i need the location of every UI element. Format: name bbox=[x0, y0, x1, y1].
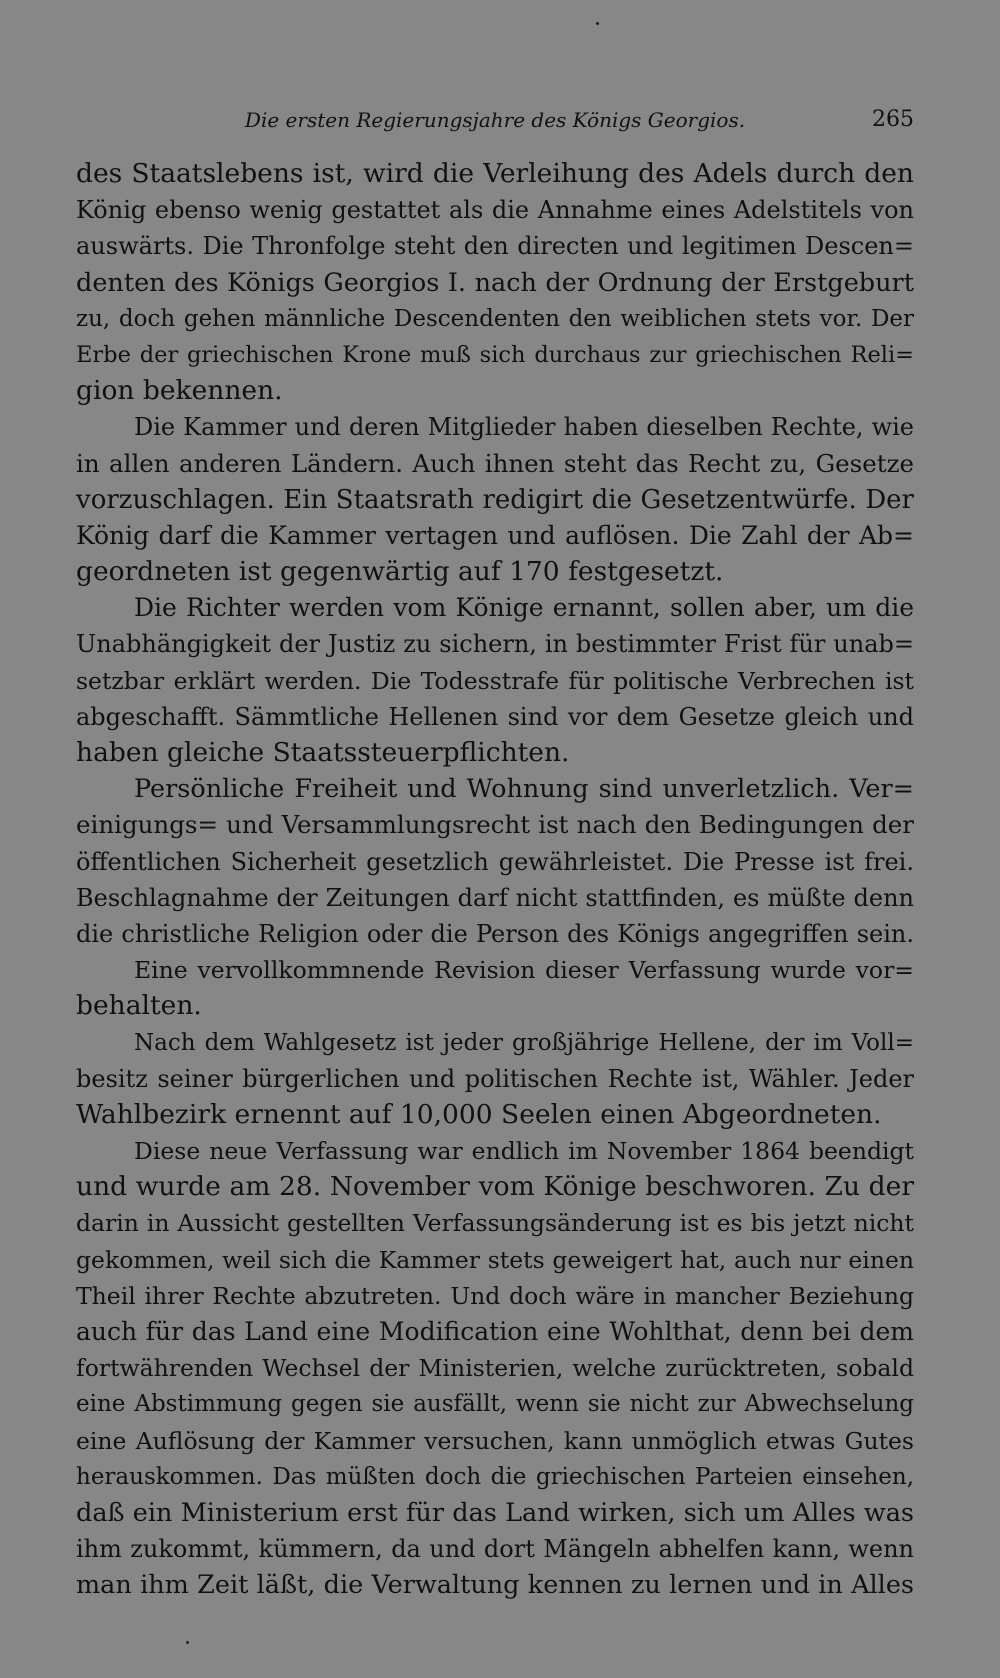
text-line: Wahlbezirk ernennt auf 10,000 Seelen einen Abgeordneten. bbox=[76, 1098, 882, 1130]
text-line: die christliche Religion oder die Person des Königs angegriffen sein. bbox=[76, 919, 914, 948]
text-line: einigungs= und Versammlungsrecht ist nach den Bedingungen der bbox=[76, 810, 914, 840]
text-line: Die Richter werden vom Könige ernannt, sollen aber, um die bbox=[134, 593, 914, 623]
text-line: darin in Aussicht gestellten Verfassungsänderung ist es bis jetzt nicht bbox=[76, 1209, 914, 1238]
text-line: Theil ihrer Rechte abzutreten. Und doch wäre in mancher Beziehung bbox=[76, 1281, 914, 1310]
text-line: und wurde am 28. November vom Könige beschworen. Zu der bbox=[76, 1171, 914, 1203]
text-line: gion bekennen. bbox=[76, 375, 283, 407]
text-line: öffentlichen Sicherheit gesetzlich gewährleistet. Die Presse ist frei. bbox=[76, 847, 914, 876]
text-line: in allen anderen Ländern. Auch ihnen steht das Recht zu, Gesetze bbox=[76, 448, 914, 478]
text-line: auch für das Land eine Modification eine Wohlthat, denn bei dem bbox=[76, 1317, 914, 1346]
text-line: geordneten ist gegenwärtig auf 170 festgesetzt. bbox=[76, 556, 724, 588]
text-line: behalten. bbox=[76, 990, 202, 1022]
text-line: denten des Königs Georgios I. nach der Ordnung der Erstgeburt bbox=[76, 267, 914, 298]
text-line: Nach dem Wahlgesetz ist jeder großjährige Hellene, der im Voll= bbox=[134, 1029, 914, 1056]
text-line: haben gleiche Staatssteuerpflichten. bbox=[76, 737, 570, 768]
text-line: Unabhängigkeit der Justiz zu sichern, in bestimmter Frist für unab= bbox=[76, 630, 914, 659]
running-title: Die ersten Regierungsjahre des Königs Georgios. bbox=[244, 108, 746, 132]
text-line: Erbe der griechischen Krone muß sich durchaus zur griechischen Reli= bbox=[76, 341, 914, 368]
text-line: besitz seiner bürgerlichen und politischen Rechte ist, Wähler. Jeder bbox=[76, 1064, 914, 1093]
text-line: Beschlagnahme der Zeitungen darf nicht stattfinden, es müßte denn bbox=[76, 883, 914, 912]
text-line: abgeschafft. Sämmtliche Hellenen sind vor dem Gesetze gleich und bbox=[76, 702, 914, 731]
text-line: ihm zukommt, kümmern, da und dort Mängeln abhelfen kann, wenn bbox=[76, 1535, 914, 1564]
text-line: zu, doch gehen männliche Descendenten den weiblichen stets vor. Der bbox=[76, 305, 914, 332]
text-line: Eine vervollkommnende Revision dieser Verfassung wurde vor= bbox=[134, 956, 914, 985]
text-line: herauskommen. Das müßten doch die griechischen Parteien einsehen, bbox=[76, 1463, 914, 1490]
text-line: fortwährenden Wechsel der Ministerien, welche zurücktreten, sobald bbox=[76, 1354, 914, 1383]
text-line: setzbar erklärt werden. Die Todesstrafe für politische Verbrechen ist bbox=[76, 666, 914, 695]
text-line: vorzuschlagen. Ein Staatsrath redigirt die Gesetzentwürfe. Der bbox=[76, 484, 914, 515]
print-speck bbox=[186, 1641, 189, 1644]
text-line: eine Abstimmung gegen sie ausfällt, wenn sie nicht zur Abwechselung bbox=[76, 1391, 914, 1418]
text-line: man ihm Zeit läßt, die Verwaltung kennen zu lernen und in Alles bbox=[76, 1570, 914, 1601]
page-number: 265 bbox=[872, 107, 914, 132]
text-line: Die Kammer und deren Mitglieder haben dieselben Rechte, wie bbox=[134, 413, 914, 442]
text-line: auswärts. Die Thronfolge steht den directen und legitimen Descen= bbox=[76, 232, 914, 261]
page-header bbox=[76, 103, 914, 137]
text-line: Diese neue Verfassung war endlich im November 1864 beendigt bbox=[134, 1137, 914, 1166]
text-line: des Staatslebens ist, wird die Verleihung des Adels durch den bbox=[76, 158, 914, 189]
text-line: daß ein Ministerium erst für das Land wirken, sich um Alles was bbox=[76, 1497, 914, 1528]
text-line: König darf die Kammer vertagen und auflösen. Die Zahl der Ab= bbox=[76, 520, 914, 550]
text-line: König ebenso wenig gestattet als die Annahme eines Adelstitels von bbox=[76, 196, 914, 225]
body-text bbox=[76, 156, 914, 1604]
text-line: eine Auflösung der Kammer versuchen, kann unmöglich etwas Gutes bbox=[76, 1426, 914, 1455]
text-line: gekommen, weil sich die Kammer stets geweigert hat, auch nur einen bbox=[76, 1245, 914, 1274]
text-line: Persönliche Freiheit und Wohnung sind unverletzlich. Ver= bbox=[134, 774, 914, 805]
print-speck bbox=[596, 22, 599, 25]
